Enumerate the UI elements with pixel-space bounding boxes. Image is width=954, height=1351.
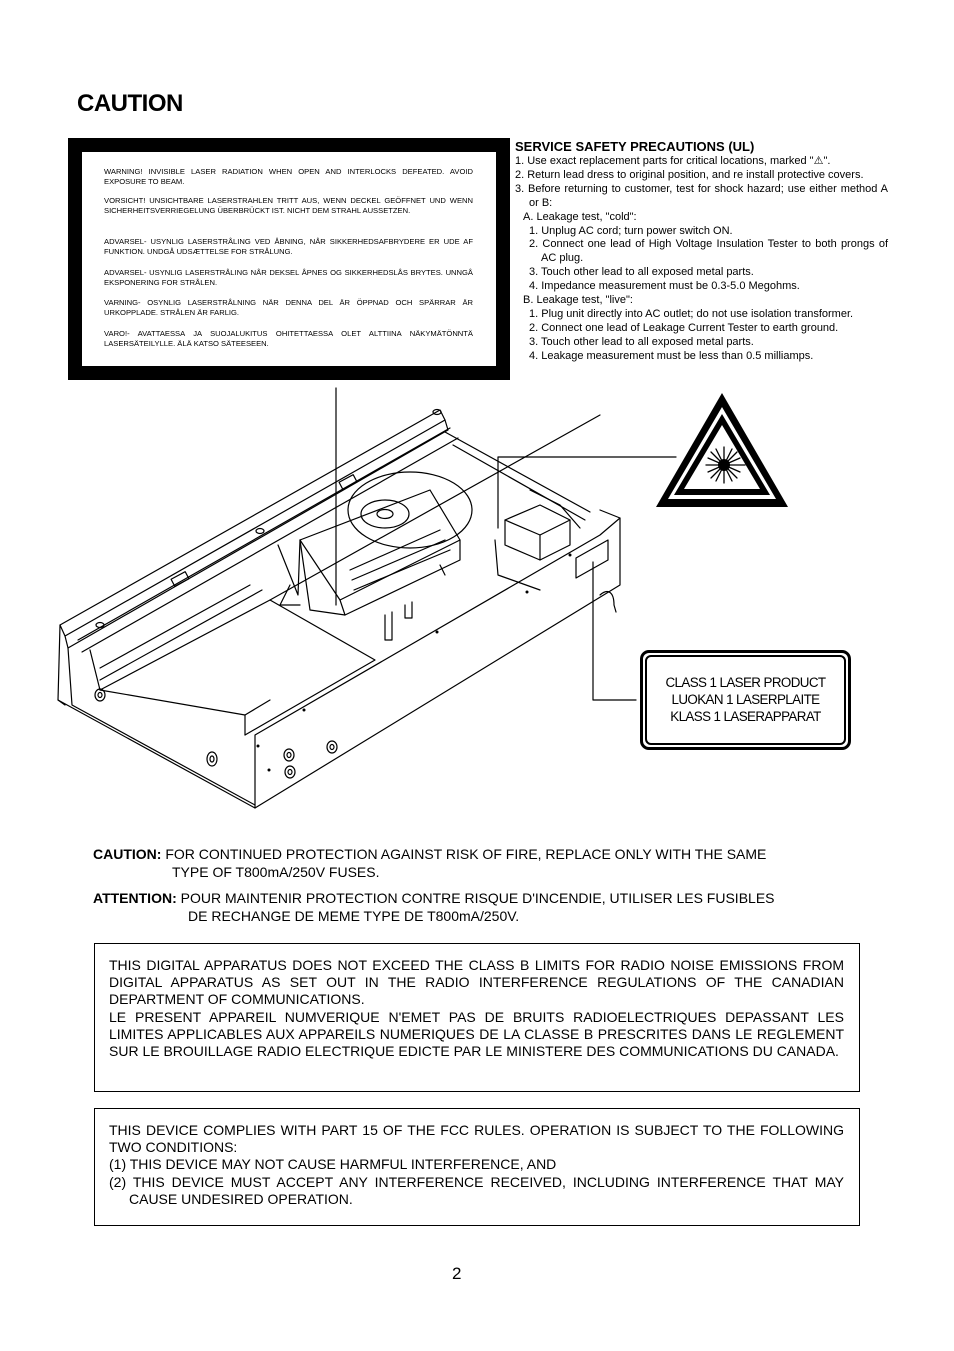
ssp-test-a: A. Leakage test, "cold": xyxy=(523,210,637,223)
warning-en: WARNING! INVISIBLE LASER RADIATION WHEN OPEN AND INTERLOCKS DEFEATED. AVOID EXPOSURE TO BEAM. xyxy=(104,167,473,187)
canada-notice-en: THIS DIGITAL APPARATUS DOES NOT EXCEED THE CLASS B LIMITS FOR RADIO NOISE EMISSIONS FROM DIGITAL APPARATUS AS SET OUT IN THE RADIO INTERFERENCE REGULATIONS OF THE CANADIAN DEPARTMENT OF COMMUNICATIONS. xyxy=(109,957,844,1008)
fcc-condition-2: (2) THIS DEVICE MUST ACCEPT ANY INTERFERENCE RECEIVED, INCLUDING INTERFERENCE THAT MAY CAUSE UNDESIRED OPERATION. xyxy=(109,1173,844,1207)
attention-fuse xyxy=(93,890,853,925)
ssp-test-a-4: 4. Impedance measurement must be 0.3-5.0 Megohms. xyxy=(529,280,800,293)
attention-text-1: POUR MAINTENIR PROTECTION CONTRE RISQUE D'INCENDIE, UTILISER LES FUSIBLES xyxy=(180,890,775,906)
warning-fi: VARO!- AVATTAESSA JA SUOJALUKITUS OHITETTAESSA OLET ALTTIINA NÄKYMÄTÖNNTÄ LASERSÄTEILYLLE. ÄLÄ KATSO SÄTEESEEN. xyxy=(104,329,473,349)
page-title: CAUTION xyxy=(77,90,183,117)
device-illustration xyxy=(0,380,954,820)
warning-de: VORSICHT! UNSICHTBARE LASERSTRAHLEN TRITT AUS, WENN DECKEL GEÖFFNET UND WENN SICHERHEITSVERRIEGELUNG ÜBERBRÜCKT IST. NICHT DEM STRAHL AUSSETZEN. xyxy=(104,196,473,216)
class1-label-line1: CLASS 1 LASER PRODUCT xyxy=(665,675,826,690)
rivets xyxy=(257,554,572,772)
ssp-test-b: B. Leakage test, "live": xyxy=(523,294,633,307)
ssp-item-2: 2. Return lead dress to original position, and re install protective covers. xyxy=(515,168,864,181)
class1-laser-label xyxy=(640,650,851,750)
page-number: 2 xyxy=(452,1264,462,1283)
ssp-test-b-1: 1. Plug unit directly into AC outlet; do not use isolation transformer. xyxy=(529,307,854,320)
disc-mechanism xyxy=(278,472,472,640)
fcc-intro: THIS DEVICE COMPLIES WITH PART 15 OF THE FCC RULES. OPERATION IS SUBJECT TO THE FOLLOWING TWO CONDITIONS: xyxy=(109,1122,844,1156)
caution-text-2: TYPE OF T800mA/250V FUSES. xyxy=(172,863,380,880)
ssp-test-a-1: 1. Unplug AC cord; turn power switch ON. xyxy=(529,224,733,237)
caution-text-1: FOR CONTINUED PROTECTION AGAINST RISK OF FIRE, REPLACE ONLY WITH THE SAME xyxy=(165,846,767,862)
ssp-test-b-3: 3. Touch other lead to all exposed metal parts. xyxy=(529,335,754,348)
warning-da: ADVARSEL- USYNLIG LASERSTRÅLING VED ÅBNING, NÅR SIKKERHEDSAFBRYDERE ER UDE AF FUNKTION. UNDGÅ UDSÆTTELSE FOR STRÅLUNG. xyxy=(104,237,473,257)
service-safety-precautions xyxy=(515,138,888,364)
laser-hazard-icon xyxy=(656,393,788,507)
chassis xyxy=(58,410,620,808)
ssp-item-1: 1. Use exact replacement parts for critical locations, marked "⚠". xyxy=(515,155,831,167)
ssp-test-b-2: 2. Connect one lead of Leakage Current Tester to earth ground. xyxy=(529,321,839,334)
laser-warning-label xyxy=(68,138,510,380)
canada-notice-fr: LE PRESENT APPAREIL NUMVERIQUE N'EMET PAS DE BRUITS RADIOELECTRIQUES DEPASSANT LES LIMITES APPLICABLES AUX APPAREILS NUMERIQUES DE LA CLASSE B PRESCRITES DANS LE REGLEMENT SUR LE BROUILLAGE RADIO ELECTRIQUE EDICTE PAR LE MINISTERE DES COMMUNICATIONS DU CANADA. xyxy=(109,1008,844,1060)
ssp-test-a-3: 3. Touch other lead to all exposed metal parts. xyxy=(529,266,754,279)
laser-warning-panel xyxy=(82,152,496,366)
attention-label: ATTENTION: xyxy=(93,890,177,906)
class1-label-line3: KLASS 1 LASERAPPARAT xyxy=(670,709,821,724)
caution-label: CAUTION: xyxy=(93,846,162,862)
ssp-test-b-4: 4. Leakage measurement must be less than 0.5 milliamps. xyxy=(529,349,814,362)
ssp-test-a-2: 2. Connect one lead of High Voltage Insulation Tester to both prongs of AC plug. xyxy=(529,238,888,265)
fcc-notice-box xyxy=(94,1108,860,1226)
warning-sv: VARNING- OSYNLIG LASERSTRÅLNING NÄR DENNA DEL ÄR ÖPPNAD OCH SPÄRRAR ÄR URKOPPLADE. STRÅLEN ÄR FARLIG. xyxy=(104,298,473,318)
caution-fuse xyxy=(93,846,853,881)
ssp-item-3: 3. Before returning to customer, test for shock hazard; use either method A or B: xyxy=(515,182,888,209)
ssp-heading: SERVICE SAFETY PRECAUTIONS (UL) xyxy=(515,139,755,154)
class1-laser-label-text xyxy=(640,674,851,725)
warning-no: ADVARSEL- USYNLIG LASERSTRÅLING NÅR DEKSEL ÅPNES OG SIKKERHEDSLÅS BRYTES. UNNGÅ EKSPONERING FOR STRÅLEN. xyxy=(104,268,473,288)
leader-line-triangle xyxy=(498,457,676,528)
canada-notice-box xyxy=(94,943,860,1092)
leader-line-class-label xyxy=(593,562,636,700)
power-cable xyxy=(600,592,616,612)
class1-label-line2: LUOKAN 1 LASERPLAITE xyxy=(671,692,820,707)
attention-text-2: DE RECHANGE DE MEME TYPE DE T800mA/250V. xyxy=(188,907,520,924)
transformer xyxy=(495,490,580,590)
fcc-condition-1: (1) THIS DEVICE MAY NOT CAUSE HARMFUL INTERFERENCE, AND xyxy=(109,1156,557,1173)
